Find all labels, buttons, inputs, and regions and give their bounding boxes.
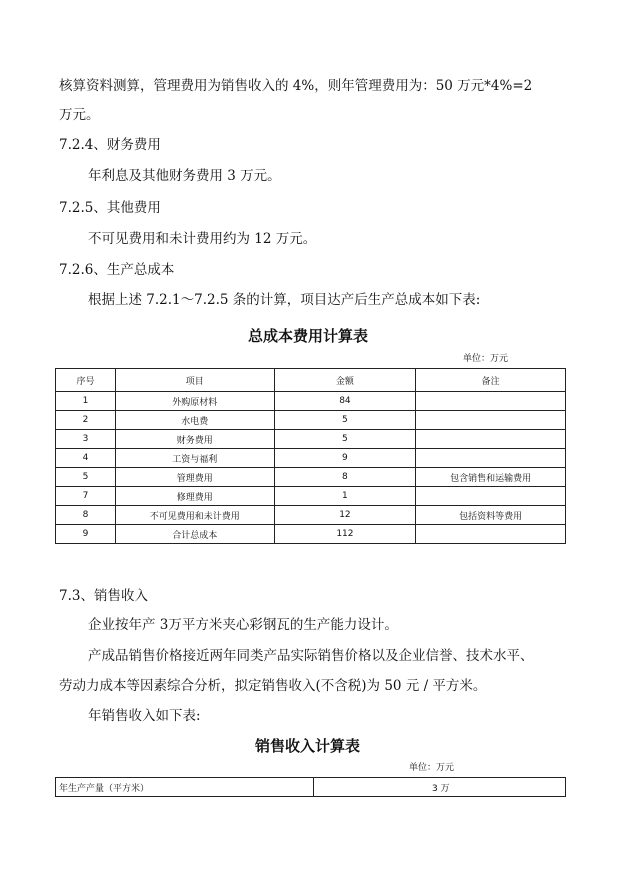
sales-table-title: 销售收入计算表 bbox=[255, 737, 361, 755]
table-cell: 1 bbox=[274, 487, 416, 506]
header-cell: 金额 bbox=[274, 369, 416, 392]
table-cell: 5 bbox=[274, 430, 416, 449]
table-cell bbox=[416, 525, 566, 544]
table-cell: 1 bbox=[56, 392, 116, 411]
header-cell: 项目 bbox=[115, 369, 274, 392]
sales-table bbox=[55, 777, 566, 797]
paragraph-sales-price-line2: 劳动力成本等因素综合分析，拟定销售收入(不含税)为 50 元 / 平方米。 bbox=[59, 678, 487, 694]
cost-table-unit: 单位：万元 bbox=[463, 354, 509, 364]
table-cell: 12 bbox=[274, 506, 416, 525]
table-cell: 管理费用 bbox=[115, 468, 274, 487]
table-cell: 水电费 bbox=[115, 411, 274, 430]
sales-table-unit: 单位：万元 bbox=[409, 763, 455, 773]
cost-table bbox=[55, 368, 566, 544]
heading-7-3: 7.3、销售收入 bbox=[59, 588, 148, 604]
table-cell bbox=[416, 487, 566, 506]
table-cell: 8 bbox=[274, 468, 416, 487]
paragraph-total: 根据上述 7.2.1～7.2.5 条的计算，项目达产后生产总成本如下表: bbox=[88, 292, 481, 308]
cost-table-title: 总成本费用计算表 bbox=[248, 327, 369, 345]
table-row bbox=[56, 392, 566, 411]
paragraph-finance: 年利息及其他财务费用 3 万元。 bbox=[88, 168, 281, 184]
cost-table-header-row bbox=[56, 369, 566, 392]
table-row bbox=[56, 411, 566, 430]
table-cell: 外购原材料 bbox=[115, 392, 274, 411]
table-cell: 3 bbox=[56, 430, 116, 449]
table-cell bbox=[416, 392, 566, 411]
table-cell: 修理费用 bbox=[115, 487, 274, 506]
table-cell: 4 bbox=[56, 449, 116, 468]
header-cell: 序号 bbox=[56, 369, 116, 392]
table-row bbox=[56, 778, 566, 797]
table-cell: 财务费用 bbox=[115, 430, 274, 449]
table-row bbox=[56, 430, 566, 449]
table-row bbox=[56, 487, 566, 506]
table-cell: 5 bbox=[274, 411, 416, 430]
table-row bbox=[56, 449, 566, 468]
table-row bbox=[56, 506, 566, 525]
heading-7-2-5: 7.2.5、其他费用 bbox=[59, 200, 161, 216]
table-cell: 112 bbox=[274, 525, 416, 544]
paragraph-mgmt-line1: 核算资料测算，管理费用为销售收入的 4%，则年管理费用为：50 万元*4%=2 bbox=[59, 78, 533, 94]
table-cell: 年生产产量（平方米） bbox=[56, 778, 314, 797]
paragraph-mgmt-line2: 万元。 bbox=[59, 107, 100, 123]
heading-7-2-6: 7.2.6、生产总成本 bbox=[59, 262, 175, 278]
table-cell bbox=[416, 411, 566, 430]
paragraph-sales-price-line1: 产成品销售价格接近两年同类产品实际销售价格以及企业信誉、技术水平、 bbox=[88, 648, 534, 664]
table-cell: 7 bbox=[56, 487, 116, 506]
table-cell: 包括资料等费用 bbox=[416, 506, 566, 525]
table-cell: 包含销售和运输费用 bbox=[416, 468, 566, 487]
table-row bbox=[56, 468, 566, 487]
table-cell: 9 bbox=[56, 525, 116, 544]
table-cell bbox=[416, 430, 566, 449]
paragraph-other: 不可见费用和未计费用约为 12 万元。 bbox=[88, 231, 317, 247]
table-row bbox=[56, 525, 566, 544]
paragraph-sales-capacity: 企业按年产 3万平方米夹心彩钢瓦的生产能力设计。 bbox=[88, 617, 398, 633]
table-cell: 2 bbox=[56, 411, 116, 430]
paragraph-sales-intro: 年销售收入如下表: bbox=[88, 708, 201, 724]
heading-7-2-4: 7.2.4、财务费用 bbox=[59, 137, 161, 153]
table-cell: 合计总成本 bbox=[115, 525, 274, 544]
table-cell bbox=[416, 449, 566, 468]
table-cell: 84 bbox=[274, 392, 416, 411]
header-cell: 备注 bbox=[416, 369, 566, 392]
table-cell: 不可见费用和未计费用 bbox=[115, 506, 274, 525]
table-cell: 3 万 bbox=[313, 778, 566, 797]
table-cell: 9 bbox=[274, 449, 416, 468]
table-cell: 8 bbox=[56, 506, 116, 525]
table-cell: 5 bbox=[56, 468, 116, 487]
table-cell: 工资与福利 bbox=[115, 449, 274, 468]
